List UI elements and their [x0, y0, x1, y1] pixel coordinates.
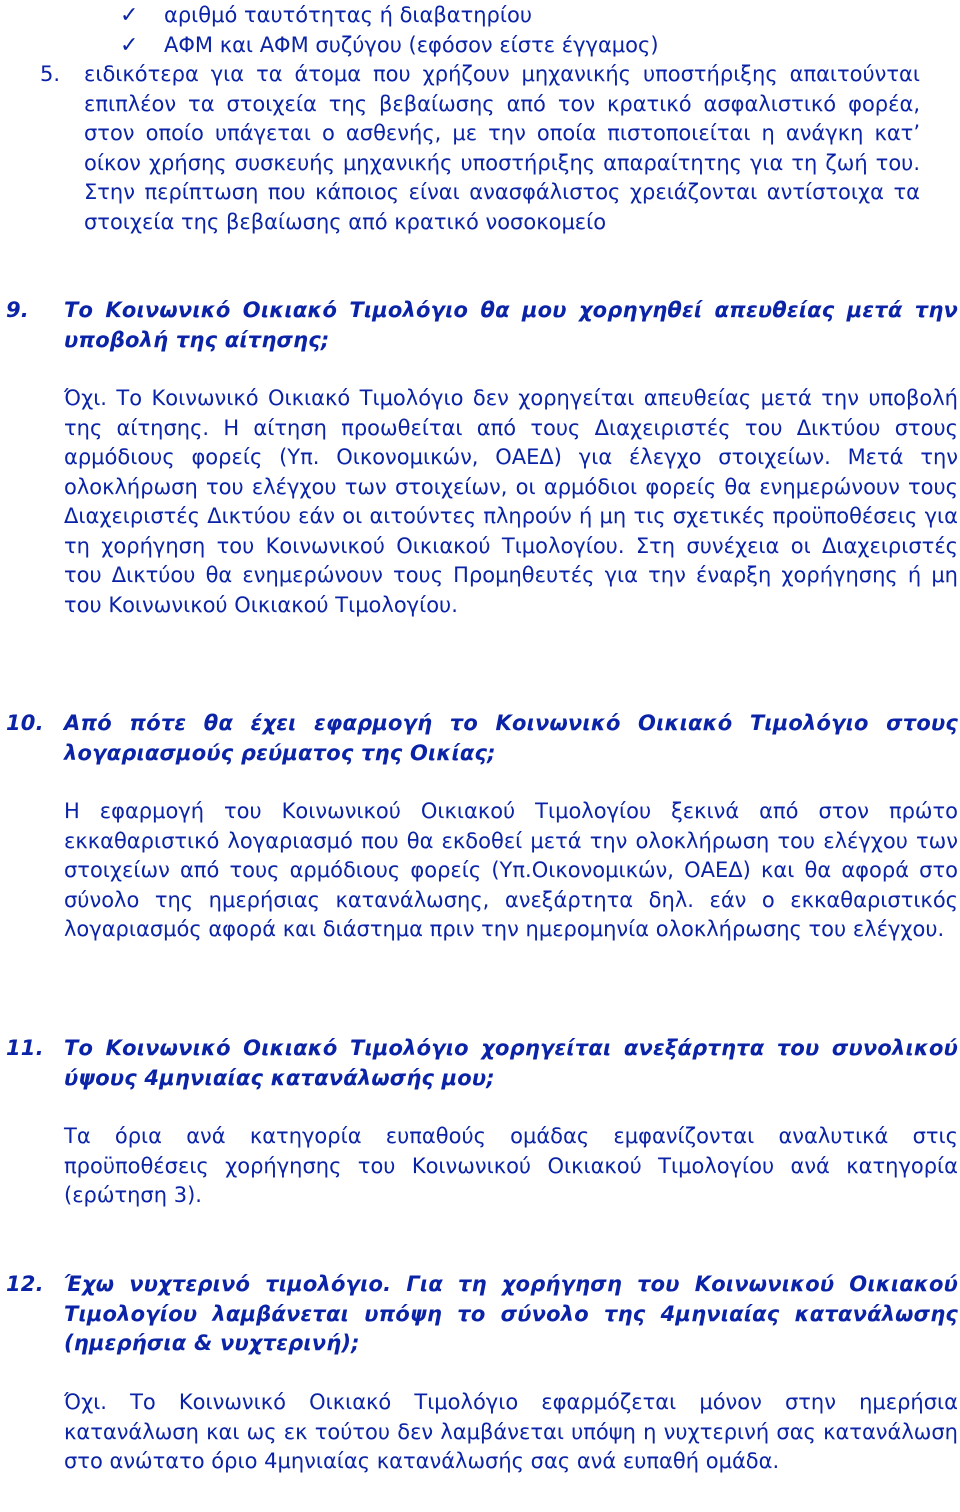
question-number: 11.	[6, 1036, 44, 1060]
list-item	[120, 30, 940, 60]
question-heading-10	[6, 709, 958, 768]
item-text: ειδικότερα για τα άτομα που χρήζουν μηχανικής υποστήριξης απαιτούνται επιπλέον τα στοιχεία της βεβαίωσης από τον κρατικό ασφαλιστικό φορέα, στον οποίο υπάγεται ο ασθενής, με την οποία πιστοποιείται η ανάγκη κατ’ οίκον χρήσης συσκευής μηχανικής υποστήριξης απαραίτητης για τη ζωή του. Στην περίπτωση που κάποιος είναι ανασφάλιστος χρειάζονται αντίστοιχα τα στοιχεία της βεβαίωσης από κρατικό νοσοκομείο	[84, 62, 920, 234]
question-number: 12.	[6, 1272, 44, 1296]
question-number: 9.	[6, 298, 29, 322]
answer-paragraph-10: Η εφαρμογή του Κοινωνικού Οικιακού Τιμολογίου ξεκινά από στον πρώτο εκκαθαριστικό λογαριασμό που θα εκδοθεί μετά την ολοκλήρωση του ελέγχου των στοιχείων από τους αρμόδιους φορείς (Υπ.Οικονομικών, ΟΑΕΔ) και θα αφορά στο σύνολο της ημερήσιας κατανάλωσης, ανεξάρτητα δηλ. εάν ο εκκαθαριστικός λογαριασμός αφορά και διάστημα πριν την ημερομηνία ολοκλήρωσης του ελέγχου.	[64, 799, 958, 941]
numbered-item-5	[40, 60, 920, 237]
question-title: Το Κοινωνικό Οικιακό Τιμολόγιο θα μου χορηγηθεί απευθείας μετά την υποβολή της αίτησης;	[64, 298, 958, 352]
question-number: 10.	[6, 711, 44, 735]
checklist	[120, 0, 940, 60]
checkmark-icon: ✓	[120, 33, 139, 58]
answer-paragraph-12: Όχι. Το Κοινωνικό Οικιακό Τιμολόγιο εφαρμόζεται μόνον στην ημερήσια κατανάλωση και ως εκ τούτου δεν λαμβάνεται υπόψη η νυχτερινή σας κατανάλωση στο ανώτατο όριο 4μηνιαίας κατανάλωσής σας ανά ευπαθή ομάδα.	[64, 1390, 958, 1473]
answer-paragraph-11: Τα όρια ανά κατηγορία ευπαθούς ομάδας εμφανίζονται αναλυτικά στις προϋποθέσεις χορήγησης του Κοινωνικού Οικιακού Τιμολογίου ανά κατηγορία (ερώτηση 3).	[64, 1124, 958, 1207]
question-heading-9	[6, 296, 958, 355]
list-item-text: ΑΦΜ και ΑΦΜ συζύγου (εφόσον είστε έγγαμος)	[164, 33, 659, 57]
checkmark-icon: ✓	[120, 3, 139, 28]
item-number: 5.	[40, 62, 61, 86]
question-heading-11	[6, 1034, 958, 1093]
answer-paragraph-9: Όχι. Το Κοινωνικό Οικιακό Τιμολόγιο δεν χορηγείται απευθείας μετά την υποβολή της αίτησης. Η αίτηση προωθείται από τους Διαχειριστές του Δικτύου στους αρμόδιους φορείς (Υπ. Οικονομικών, ΟΑΕΔ) για έλεγχο στοιχείων. Μετά την ολοκλήρωση του ελέγχου των στοιχείων, οι αρμόδιοι φορείς θα ενημερώνουν τους Διαχειριστές Δικτύου εάν οι αιτούντες πληρούν ή μη τις σχετικές προϋποθέσεις για τη χορήγηση του Κοινωνικού Οικιακού Τιμολογίου. Στη συνέχεια οι Διαχειριστές του Δικτύου θα ενημερώνουν τους Προμηθευτές για την έναρξη χορήγησης ή μη του Κοινωνικού Οικιακού Τιμολογίου.	[64, 386, 958, 617]
question-heading-12	[6, 1270, 958, 1359]
list-item	[120, 0, 940, 30]
question-title: Το Κοινωνικό Οικιακό Τιμολόγιο χορηγείται ανεξάρτητα του συνολικού ύψους 4μηνιαίας κατανάλωσής μου;	[64, 1036, 958, 1090]
list-item-text: αριθμό ταυτότητας ή διαβατηρίου	[164, 3, 532, 27]
question-title: Από πότε θα έχει εφαρμογή το Κοινωνικό Οικιακό Τιμολόγιο στους λογαριασμούς ρεύματος της Οικίας;	[64, 711, 958, 765]
question-title: Έχω νυχτερινό τιμολόγιο. Για τη χορήγηση του Κοινωνικού Οικιακού Τιμολογίου λαμβάνεται υπόψη το σύνολο της 4μηνιαίας κατανάλωσης (ημερήσια & νυχτερινή);	[64, 1272, 958, 1355]
